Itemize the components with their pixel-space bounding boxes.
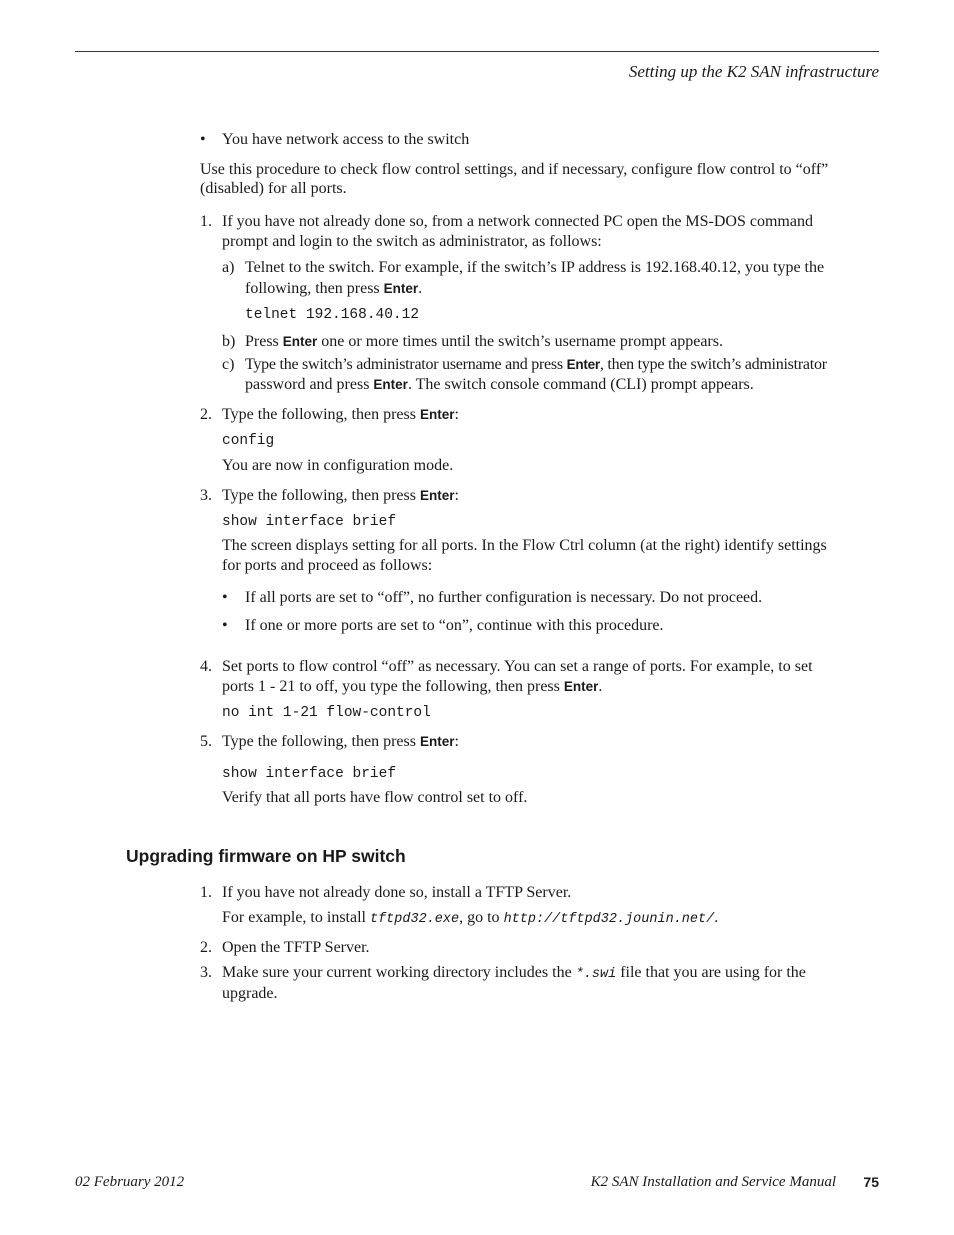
substep-a-line1: Telnet to the switch. For example, if the switch’s IP address is 192.168.40.12, you type the bbox=[245, 259, 825, 276]
bullet-icon: • bbox=[222, 617, 228, 634]
footer-manual-title: K2 SAN Installation and Service Manual bbox=[590, 1174, 836, 1190]
footer-date: 02 February 2012 bbox=[75, 1174, 185, 1190]
upgrade-step3-line1: Make sure your current working directory includes the *.swi file that you are using for the bbox=[222, 964, 806, 982]
substep-label: b) bbox=[222, 333, 236, 350]
step-number: 1. bbox=[200, 213, 212, 230]
upgrade-step1-example: For example, to install tftpd32.exe, go to http://tftpd32.jounin.net/. bbox=[222, 909, 719, 927]
code-config: config bbox=[222, 433, 275, 449]
upgrade-step3-line2: upgrade. bbox=[222, 985, 278, 1002]
upgrade-step2: Open the TFTP Server. bbox=[222, 939, 370, 956]
step5-text: Type the following, then press Enter: bbox=[222, 733, 459, 750]
intro-paragraph-line1: Use this procedure to check flow control settings, and if necessary, configure flow control to “off” bbox=[200, 161, 829, 178]
step3-para-line1: The screen displays setting for all ports. In the Flow Ctrl column (at the right) identify settings bbox=[222, 537, 827, 554]
key-enter: Enter bbox=[566, 357, 600, 372]
key-enter: Enter bbox=[383, 281, 419, 296]
key-enter: Enter bbox=[419, 407, 455, 422]
step-number: 4. bbox=[200, 658, 212, 675]
filename: tftpd32.exe bbox=[369, 912, 460, 927]
substep-label: c) bbox=[222, 356, 235, 373]
step-number: 1. bbox=[200, 884, 212, 901]
step1-line1: If you have not already done so, from a network connected PC open the MS-DOS command bbox=[222, 213, 813, 230]
substep-b-text: Press Enter one or more times until the switch’s username prompt appears. bbox=[245, 333, 723, 350]
step5-note: Verify that all ports have flow control set to off. bbox=[222, 789, 528, 806]
section-heading: Upgrading firmware on HP switch bbox=[126, 846, 406, 866]
step3-bullet1: If all ports are set to “off”, no further configuration is necessary. Do not proceed. bbox=[245, 589, 763, 606]
step3-text: Type the following, then press Enter: bbox=[222, 487, 459, 504]
code-flow-control: no int 1-21 flow-control bbox=[222, 705, 431, 721]
substep-c-line1: Type the switch’s administrator username and press Enter, then type the switch’s administrator bbox=[245, 356, 827, 373]
url-link[interactable]: http://tftpd32.jounin.net/ bbox=[503, 912, 715, 927]
step4-line2: ports 1 - 21 to off, you type the following, then press Enter. bbox=[222, 678, 603, 695]
substep-a-line2: following, then press Enter. bbox=[245, 280, 423, 297]
step3-bullet2: If one or more ports are set to “on”, continue with this procedure. bbox=[245, 617, 664, 634]
bullet-icon: • bbox=[200, 131, 206, 148]
step4-line1: Set ports to flow control “off” as necessary. You can set a range of ports. For example, to set bbox=[222, 658, 813, 675]
step2-note: You are now in configuration mode. bbox=[222, 457, 454, 474]
key-enter: Enter bbox=[419, 488, 455, 503]
step-number: 5. bbox=[200, 733, 212, 750]
step-number: 2. bbox=[200, 406, 212, 423]
filename: *.swi bbox=[575, 967, 617, 982]
intro-paragraph-line2: (disabled) for all ports. bbox=[200, 180, 347, 197]
intro-bullet: You have network access to the switch bbox=[222, 131, 470, 148]
code-telnet: telnet 192.168.40.12 bbox=[245, 307, 420, 323]
bullet-icon: • bbox=[222, 589, 228, 606]
step1-line2: prompt and login to the switch as administrator, as follows: bbox=[222, 233, 602, 250]
key-enter: Enter bbox=[563, 679, 599, 694]
step2-text: Type the following, then press Enter: bbox=[222, 406, 459, 423]
key-enter: Enter bbox=[373, 377, 408, 392]
upgrade-step1: If you have not already done so, install a TFTP Server. bbox=[222, 884, 572, 901]
substep-c-line2: password and press Enter. The switch console command (CLI) prompt appears. bbox=[245, 376, 754, 393]
step-number: 3. bbox=[200, 487, 212, 504]
header-rule bbox=[75, 51, 879, 52]
step3-para-line2: for ports and proceed as follows: bbox=[222, 557, 433, 574]
step-number: 3. bbox=[200, 964, 212, 981]
page-number: 75 bbox=[863, 1174, 879, 1190]
key-enter: Enter bbox=[419, 734, 455, 749]
step-number: 2. bbox=[200, 939, 212, 956]
code-show-interface: show interface brief bbox=[222, 514, 397, 530]
running-header: Setting up the K2 SAN infrastructure bbox=[628, 62, 879, 81]
key-enter: Enter bbox=[282, 334, 318, 349]
code-show-interface: show interface brief bbox=[222, 766, 397, 782]
substep-label: a) bbox=[222, 259, 235, 276]
